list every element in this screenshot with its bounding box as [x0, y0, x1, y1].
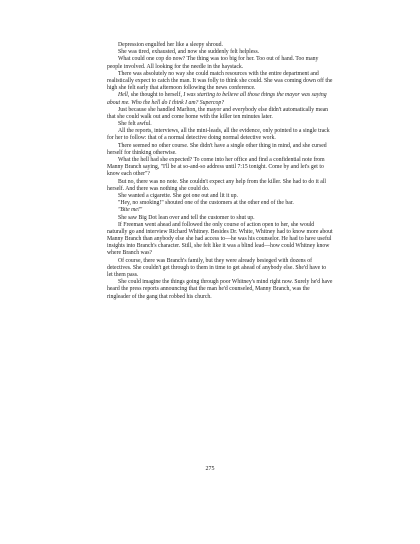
- page-number: 275: [205, 466, 215, 472]
- paragraph: She felt awful.: [118, 121, 152, 128]
- paragraph: She wanted a cigarette. She got one out and lit it up.: [118, 192, 238, 199]
- paragraph: What could one cop do now? The thing was too big for her. Too out of hand. Too many people involved. All looking for the needle in the haystack.: [107, 56, 319, 70]
- paragraph: But no, there was no note. She couldn't expect any help from the killer. She had to do it all herself. And there was nothing she could do.: [107, 178, 326, 192]
- paragraph: "Hey, no smoking!" shouted one of the customers at the other end of the bar.: [118, 200, 294, 207]
- paragraph-bite-me: "Bite me!": [118, 207, 143, 214]
- paragraph: Depression engulfed her like a sleepy shroud.: [118, 42, 223, 48]
- body-text: [107, 42, 333, 301]
- paragraph: There was absolutely no way she could match resources with the entire department and realistically expect to catch the man. It was folly to think she could. She was coming down off the high she felt early that afternoon following the news conference.: [107, 70, 333, 92]
- paragraph: What the hell had she expected? To come into her office and find a confidential note from Manny Branch saying, "I'll be at so-and-so address until 7:15 tonight. Come by and let's get to know each other"?: [107, 157, 325, 178]
- inner-thought: I was starting to believe all those things the mayor was saying about me. Who the hell do I think I am? Supercop?: [107, 92, 327, 106]
- paragraph: She saw Big Dot lean over and tell the customer to shut up.: [118, 214, 255, 221]
- paragraph: She could imagine the things going through poor Whitney's mind right now. Surely he'd have heard the press reports announcing that the man he'd counseled, Manny Branch, was the ringleader of the gang that robbed his church.: [107, 279, 333, 300]
- hell-word: Hell,: [118, 92, 130, 99]
- paragraph: All the reports, interviews, all the mini-leads, all the evidence, only pointed to a single track for her to follow: that of a normal detective doing normal detective work.: [107, 128, 330, 142]
- paragraph: She was tired, exhausted, and now she suddenly felt helpless.: [118, 49, 260, 56]
- paragraph: Of course, there was Branch's family, but they were already besieged with dozens of detectives. She couldn't get through to them in time to get ahead of anybody else. She'd have to let them pass.: [107, 257, 327, 278]
- paragraph: There seemed no other course. She didn't have a single other thing in mind, and she cursed herself for thinking otherwise.: [107, 142, 327, 156]
- paragraph-hell: [107, 92, 333, 106]
- paragraph: Just because she handled Marlton, the mayor and everybody else didn't automatically mean that she could walk out and come home with the killer ten minutes later.: [107, 106, 329, 120]
- thought-attribution: she thought to herself,: [129, 92, 184, 99]
- paragraph: If Freeman went ahead and followed the only course of action open to her, she would naturally go and interview Richard Whitney. Besides Dr. White, Whitney had to know more about Manny Branch than anybody else she had access to—he was his counselor. He had to have useful insights into Branch's character. Still, she felt like it was a blind lead—how could Whitney know where Branch was?: [107, 221, 333, 257]
